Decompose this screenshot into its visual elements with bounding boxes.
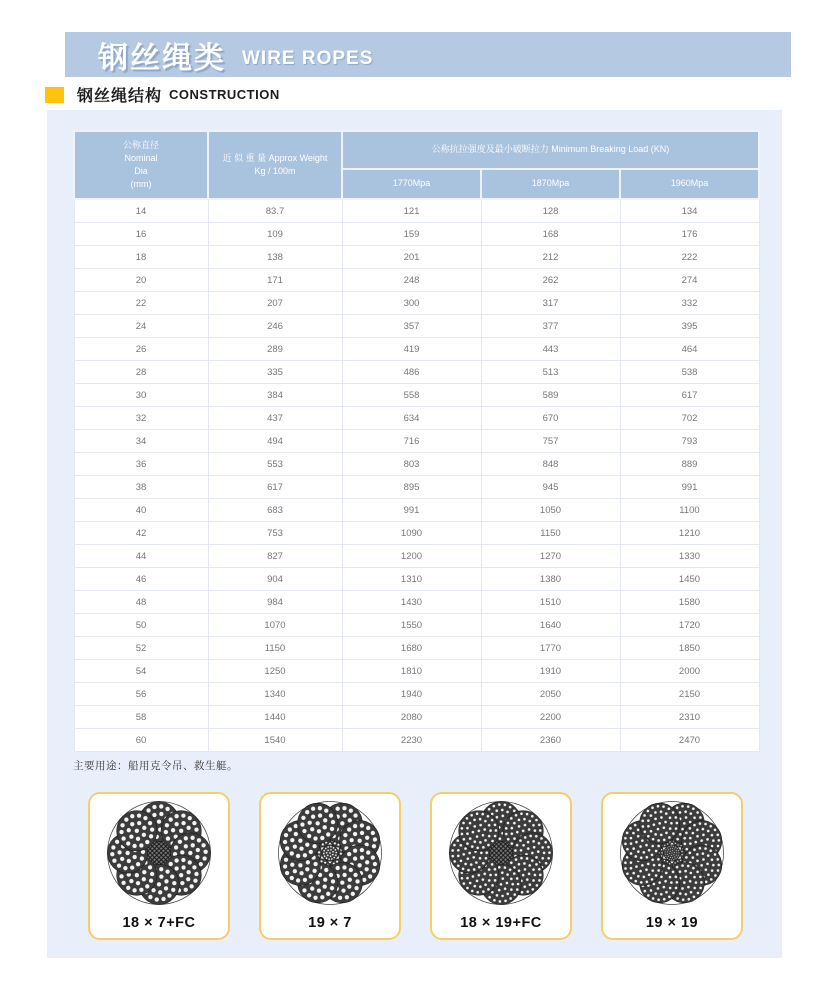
table-cell: 176 bbox=[620, 223, 759, 246]
table-cell: 2050 bbox=[481, 683, 620, 706]
table-row bbox=[74, 407, 759, 430]
table-cell: 1070 bbox=[208, 614, 342, 637]
table-row bbox=[74, 545, 759, 568]
table-cell: 1330 bbox=[620, 545, 759, 568]
page-title-zh: 钢丝绳类 bbox=[98, 41, 226, 75]
table-cell: 24 bbox=[74, 315, 208, 338]
table-cell: 1050 bbox=[481, 499, 620, 522]
table-cell: 30 bbox=[74, 384, 208, 407]
table-row bbox=[74, 568, 759, 591]
table-cell: 617 bbox=[208, 476, 342, 499]
table-cell: 377 bbox=[481, 315, 620, 338]
section-title-en: CONSTRUCTION bbox=[169, 87, 280, 102]
table-row bbox=[74, 522, 759, 545]
table-cell: 138 bbox=[208, 246, 342, 269]
table-cell: 2200 bbox=[481, 706, 620, 729]
table-cell: 538 bbox=[620, 361, 759, 384]
table-cell: 1810 bbox=[342, 660, 481, 683]
table-cell: 513 bbox=[481, 361, 620, 384]
table-cell: 1910 bbox=[481, 660, 620, 683]
table-cell: 28 bbox=[74, 361, 208, 384]
table-cell: 1340 bbox=[208, 683, 342, 706]
table-row bbox=[74, 246, 759, 269]
table-header-row-1 bbox=[74, 131, 759, 169]
table-cell: 702 bbox=[620, 407, 759, 430]
table-cell: 419 bbox=[342, 338, 481, 361]
table-cell: 1640 bbox=[481, 614, 620, 637]
table-cell: 443 bbox=[481, 338, 620, 361]
table-row bbox=[74, 660, 759, 683]
table-row bbox=[74, 729, 759, 752]
table-header bbox=[74, 131, 759, 199]
table-cell: 494 bbox=[208, 430, 342, 453]
table-cell: 1720 bbox=[620, 614, 759, 637]
table-cell: 83.7 bbox=[208, 199, 342, 223]
construction-cards bbox=[88, 792, 743, 940]
table-cell: 34 bbox=[74, 430, 208, 453]
table-cell: 945 bbox=[481, 476, 620, 499]
table-cell: 109 bbox=[208, 223, 342, 246]
table-cell: 1940 bbox=[342, 683, 481, 706]
table-cell: 1440 bbox=[208, 706, 342, 729]
content-panel bbox=[47, 110, 782, 958]
table-cell: 670 bbox=[481, 407, 620, 430]
table-cell: 56 bbox=[74, 683, 208, 706]
table-cell: 289 bbox=[208, 338, 342, 361]
rope-cross-section-diagram bbox=[437, 797, 565, 913]
construction-card-18x19-fc bbox=[430, 792, 572, 940]
table-cell: 753 bbox=[208, 522, 342, 545]
rope-cross-section-diagram bbox=[95, 797, 223, 913]
rope-cross-section-diagram bbox=[266, 797, 394, 913]
col-header-line: 公称直径 bbox=[122, 139, 159, 150]
table-cell: 486 bbox=[342, 361, 481, 384]
table-cell: 121 bbox=[342, 199, 481, 223]
table-cell: 1430 bbox=[342, 591, 481, 614]
table-cell: 171 bbox=[208, 269, 342, 292]
table-cell: 2360 bbox=[481, 729, 620, 752]
table-cell: 246 bbox=[208, 315, 342, 338]
table-row bbox=[74, 476, 759, 499]
table-row bbox=[74, 199, 759, 223]
col-header-line: (mm) bbox=[130, 179, 152, 190]
table-row bbox=[74, 453, 759, 476]
table-row bbox=[74, 614, 759, 637]
table-cell: 20 bbox=[74, 269, 208, 292]
table-cell: 991 bbox=[620, 476, 759, 499]
table-cell: 201 bbox=[342, 246, 481, 269]
table-cell: 2470 bbox=[620, 729, 759, 752]
table-cell: 1680 bbox=[342, 637, 481, 660]
table-cell: 384 bbox=[208, 384, 342, 407]
table-cell: 437 bbox=[208, 407, 342, 430]
table-cell: 803 bbox=[342, 453, 481, 476]
table-row bbox=[74, 223, 759, 246]
table-cell: 212 bbox=[481, 246, 620, 269]
col-header-approx-weight bbox=[208, 131, 342, 199]
table-cell: 14 bbox=[74, 199, 208, 223]
rope-cross-section-diagram bbox=[608, 797, 736, 913]
table-cell: 553 bbox=[208, 453, 342, 476]
col-header-line: Kg / 100m bbox=[254, 166, 296, 176]
table-cell: 207 bbox=[208, 292, 342, 315]
col-header-grade-1870: 1870Mpa bbox=[481, 169, 620, 199]
table-row bbox=[74, 637, 759, 660]
table-cell: 50 bbox=[74, 614, 208, 637]
table-row bbox=[74, 591, 759, 614]
table-cell: 2310 bbox=[620, 706, 759, 729]
table-cell: 58 bbox=[74, 706, 208, 729]
table-row bbox=[74, 361, 759, 384]
table-cell: 757 bbox=[481, 430, 620, 453]
table-cell: 1090 bbox=[342, 522, 481, 545]
table-cell: 2080 bbox=[342, 706, 481, 729]
table-cell: 683 bbox=[208, 499, 342, 522]
table-cell: 895 bbox=[342, 476, 481, 499]
table-cell: 827 bbox=[208, 545, 342, 568]
table-cell: 2000 bbox=[620, 660, 759, 683]
table-cell: 134 bbox=[620, 199, 759, 223]
table-row bbox=[74, 315, 759, 338]
table-cell: 793 bbox=[620, 430, 759, 453]
table-cell: 1310 bbox=[342, 568, 481, 591]
table-cell: 128 bbox=[481, 199, 620, 223]
table-row bbox=[74, 292, 759, 315]
table-cell: 1510 bbox=[481, 591, 620, 614]
col-header-breaking-load-group: 公称抗拉强度及最小破断拉力 Minimum Breaking Load (KN) bbox=[342, 131, 759, 169]
construction-label: 18 × 7+FC bbox=[122, 915, 196, 931]
table-cell: 52 bbox=[74, 637, 208, 660]
table-row bbox=[74, 384, 759, 407]
table-cell: 558 bbox=[342, 384, 481, 407]
table-row bbox=[74, 683, 759, 706]
table-cell: 16 bbox=[74, 223, 208, 246]
table-cell: 332 bbox=[620, 292, 759, 315]
table-cell: 48 bbox=[74, 591, 208, 614]
table-cell: 1150 bbox=[208, 637, 342, 660]
table-cell: 716 bbox=[342, 430, 481, 453]
col-header-line: Nominal bbox=[124, 152, 158, 163]
construction-label: 18 × 19+FC bbox=[460, 915, 542, 931]
table-cell: 984 bbox=[208, 591, 342, 614]
yellow-square-bullet-icon bbox=[45, 87, 64, 103]
table-cell: 46 bbox=[74, 568, 208, 591]
table-cell: 1210 bbox=[620, 522, 759, 545]
table-cell: 464 bbox=[620, 338, 759, 361]
page-title-en: WIRE ROPES bbox=[242, 47, 374, 69]
table-cell: 1250 bbox=[208, 660, 342, 683]
page-title-banner bbox=[65, 32, 791, 77]
table-cell: 991 bbox=[342, 499, 481, 522]
table-cell: 1450 bbox=[620, 568, 759, 591]
table-cell: 36 bbox=[74, 453, 208, 476]
construction-label: 19 × 19 bbox=[645, 915, 699, 931]
table-cell: 1200 bbox=[342, 545, 481, 568]
table-row bbox=[74, 499, 759, 522]
table-row bbox=[74, 269, 759, 292]
table-row bbox=[74, 706, 759, 729]
table-cell: 300 bbox=[342, 292, 481, 315]
table-cell: 1150 bbox=[481, 522, 620, 545]
construction-label: 19 × 7 bbox=[308, 915, 352, 931]
table-cell: 26 bbox=[74, 338, 208, 361]
table-cell: 317 bbox=[481, 292, 620, 315]
table-cell: 40 bbox=[74, 499, 208, 522]
table-cell: 848 bbox=[481, 453, 620, 476]
table-cell: 395 bbox=[620, 315, 759, 338]
section-title-zh: 钢丝绳结构 bbox=[77, 88, 163, 105]
table-cell: 38 bbox=[74, 476, 208, 499]
table-cell: 589 bbox=[481, 384, 620, 407]
construction-card-18x7-fc bbox=[88, 792, 230, 940]
table-cell: 168 bbox=[481, 223, 620, 246]
col-header-nominal-dia bbox=[74, 131, 208, 199]
table-cell: 335 bbox=[208, 361, 342, 384]
table-cell: 634 bbox=[342, 407, 481, 430]
rope-table-body bbox=[74, 199, 759, 752]
table-cell: 1380 bbox=[481, 568, 620, 591]
construction-card-19x7 bbox=[259, 792, 401, 940]
main-uses-note: 主要用途：船用克令吊、救生艇。 bbox=[73, 760, 238, 772]
table-cell: 18 bbox=[74, 246, 208, 269]
table-cell: 1770 bbox=[481, 637, 620, 660]
table-cell: 32 bbox=[74, 407, 208, 430]
table-cell: 1580 bbox=[620, 591, 759, 614]
table-cell: 617 bbox=[620, 384, 759, 407]
table-cell: 54 bbox=[74, 660, 208, 683]
table-cell: 1540 bbox=[208, 729, 342, 752]
col-header-line: Dia bbox=[134, 166, 148, 176]
table-cell: 22 bbox=[74, 292, 208, 315]
table-row bbox=[74, 430, 759, 453]
table-cell: 274 bbox=[620, 269, 759, 292]
table-row bbox=[74, 338, 759, 361]
section-heading bbox=[45, 83, 280, 106]
table-cell: 889 bbox=[620, 453, 759, 476]
construction-card-19x19 bbox=[601, 792, 743, 940]
table-cell: 1100 bbox=[620, 499, 759, 522]
table-cell: 904 bbox=[208, 568, 342, 591]
table-cell: 1550 bbox=[342, 614, 481, 637]
table-cell: 262 bbox=[481, 269, 620, 292]
table-cell: 248 bbox=[342, 269, 481, 292]
col-header-grade-1770: 1770Mpa bbox=[342, 169, 481, 199]
table-cell: 357 bbox=[342, 315, 481, 338]
table-cell: 42 bbox=[74, 522, 208, 545]
table-cell: 1270 bbox=[481, 545, 620, 568]
table-cell: 2150 bbox=[620, 683, 759, 706]
table-cell: 44 bbox=[74, 545, 208, 568]
table-cell: 222 bbox=[620, 246, 759, 269]
table-cell: 159 bbox=[342, 223, 481, 246]
col-header-grade-1960: 1960Mpa bbox=[620, 169, 759, 199]
table-cell: 60 bbox=[74, 729, 208, 752]
table-cell: 2230 bbox=[342, 729, 481, 752]
col-header-line: 近 似 重 量 Approx Weight bbox=[222, 152, 328, 163]
breaking-load-table bbox=[73, 130, 760, 752]
table-cell: 1850 bbox=[620, 637, 759, 660]
